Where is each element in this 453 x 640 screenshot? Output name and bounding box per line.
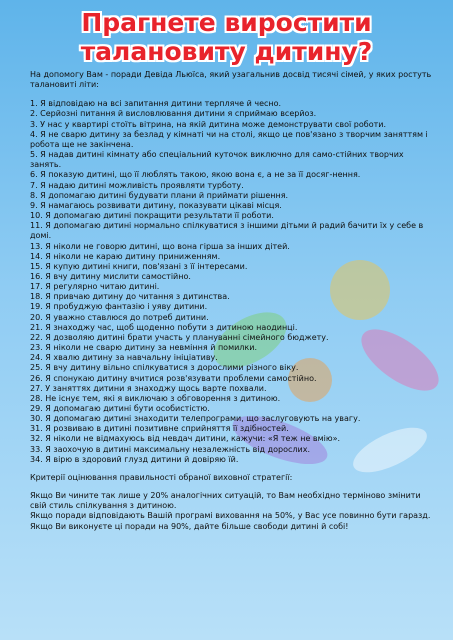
tip-item: 1. Я відповідаю на всі запитання дитини терпляче й чесно.	[30, 99, 282, 109]
tip-item: 19. Я пробуджую фантазію і уяву дитини.	[30, 302, 208, 312]
tip-item: 16. Я вчу дитину мислити самостійно.	[30, 271, 191, 281]
spacer	[30, 90, 436, 99]
criteria-item: Якщо поради відповідають Вашій програмі виховання на 50%, у Вас усе повинно бути гаразд.	[30, 511, 431, 521]
tip-item: 13. Я ніколи не говорю дитині, що вона гірша за інших дітей.	[30, 241, 290, 251]
tip-item: 10. Я допомагаю дитині покращити результати її роботи.	[30, 211, 274, 221]
tip-item: 11. Я допомагаю дитині нормально спілкуватися з іншими дітьми й радий бачити їх у себе в домі.	[30, 221, 424, 241]
tip-item: 18. Я привчаю дитину до читання з дитинства.	[30, 292, 230, 302]
criteria-heading: Критерії оцінювання правильності обраної виховної стратегії:	[30, 472, 293, 482]
tip-item: 4. Я не сварю дитину за безлад у кімнаті чи на столі, якщо це пов'язано з творчим заняттям і робота ще не закінчена.	[30, 129, 428, 149]
tip-item: 21. Я знаходжу час, щоб щоденно побути з дитиною наодинці.	[30, 322, 298, 332]
tip-item: 27. У заняттях дитини я знаходжу щось варте похвали.	[30, 383, 267, 393]
tip-item: 30. Я допомагаю дитині знаходити телепрограми, що заслуговують на увагу.	[30, 414, 361, 424]
tip-item: 7. Я надаю дитині можливість проявляти турботу.	[30, 180, 244, 190]
tip-item: 14. Я ніколи не караю дитину приниженням.	[30, 251, 221, 261]
tip-item: 5. Я надав дитині кімнату або спеціальний куточок виключно для само-стійних творчих занять.	[30, 150, 404, 170]
intro-paragraph: На допомогу Вам - поради Девіда Льюїса, який узагальнив досвід тисячі сімей, у яких ростуть талановиті літи:	[30, 70, 432, 90]
criteria-item: Якщо Ви чините так лише у 20% аналогічних ситуацій, то Вам необхідно терміново змінити свій стиль спілкування з дитиною.	[30, 491, 421, 511]
title-line-1: Прагнете виростити	[81, 8, 372, 37]
tip-item: 8. Я допомагаю дитині будувати плани й приймати рішення.	[30, 190, 289, 200]
tip-item: 28. Не існує тем, які я виключаю з обговорення з дитиною.	[30, 393, 281, 403]
criteria-list	[30, 491, 436, 532]
criteria-item: Якщо Ви виконуєте ці поради на 90%, дайте більше свободи дитині й собі!	[30, 521, 349, 531]
tip-item: 29. Я допомагаю дитині бути особистістю.	[30, 404, 210, 413]
tip-item: 26. Я спонукаю дитину вчитися розв'язувати проблеми самостійно.	[30, 373, 317, 383]
tip-item: 9. Я намагаюсь розвивати дитину, показувати цікаві місця.	[30, 200, 282, 210]
tip-item: 15. Я купую дитині книги, пов'язані з її інтересами.	[30, 261, 248, 271]
tip-item: 24. Я хвалю дитину за навчальну ініціативу.	[30, 353, 218, 363]
page-title	[0, 8, 453, 66]
tips-list	[30, 99, 436, 465]
tip-item: 25. Я вчу дитину вільно спілкуватися з дорослими різного віку.	[30, 363, 299, 373]
tip-item: 23. Я ніколи не сварю дитину за невміння й помилки.	[30, 343, 257, 353]
spacer	[30, 465, 436, 473]
tip-item: 33. Я заохочую в дитині максимальну незалежність від дорослих.	[30, 444, 310, 454]
spacer	[30, 483, 436, 491]
tip-item: 34. Я вірю в здоровий глузд дитини й довіряю їй.	[30, 454, 239, 464]
title-line-2: талановиту дитину?	[80, 37, 373, 66]
tip-item: 6. Я показую дитині, що її люблять такою, якою вона є, а не за її досяг-нення.	[30, 170, 361, 180]
tip-item: 31. Я розвиваю в дитині позитивне сприйняття її здібностей.	[30, 424, 289, 434]
text-content	[30, 70, 436, 532]
tip-item: 3. У нас у квартирі стоїть вітрина, на якій дитина може демонструвати свої роботи.	[30, 119, 386, 129]
tip-item: 17. Я регулярно читаю дитині.	[30, 282, 160, 292]
tip-item: 22. Я дозволяю дитині брати участь у плануванні сімейного бюджету.	[30, 332, 329, 342]
tip-item: 20. Я уважно ставлюся до потреб дитини.	[30, 312, 209, 322]
tip-item: 2. Серйозні питання й висловлювання дитини я сприймаю всерйоз.	[30, 109, 317, 119]
tip-item: 32. Я ніколи не відмахуюсь від невдач дитини, кажучи: «Я теж не вмію».	[30, 434, 341, 444]
